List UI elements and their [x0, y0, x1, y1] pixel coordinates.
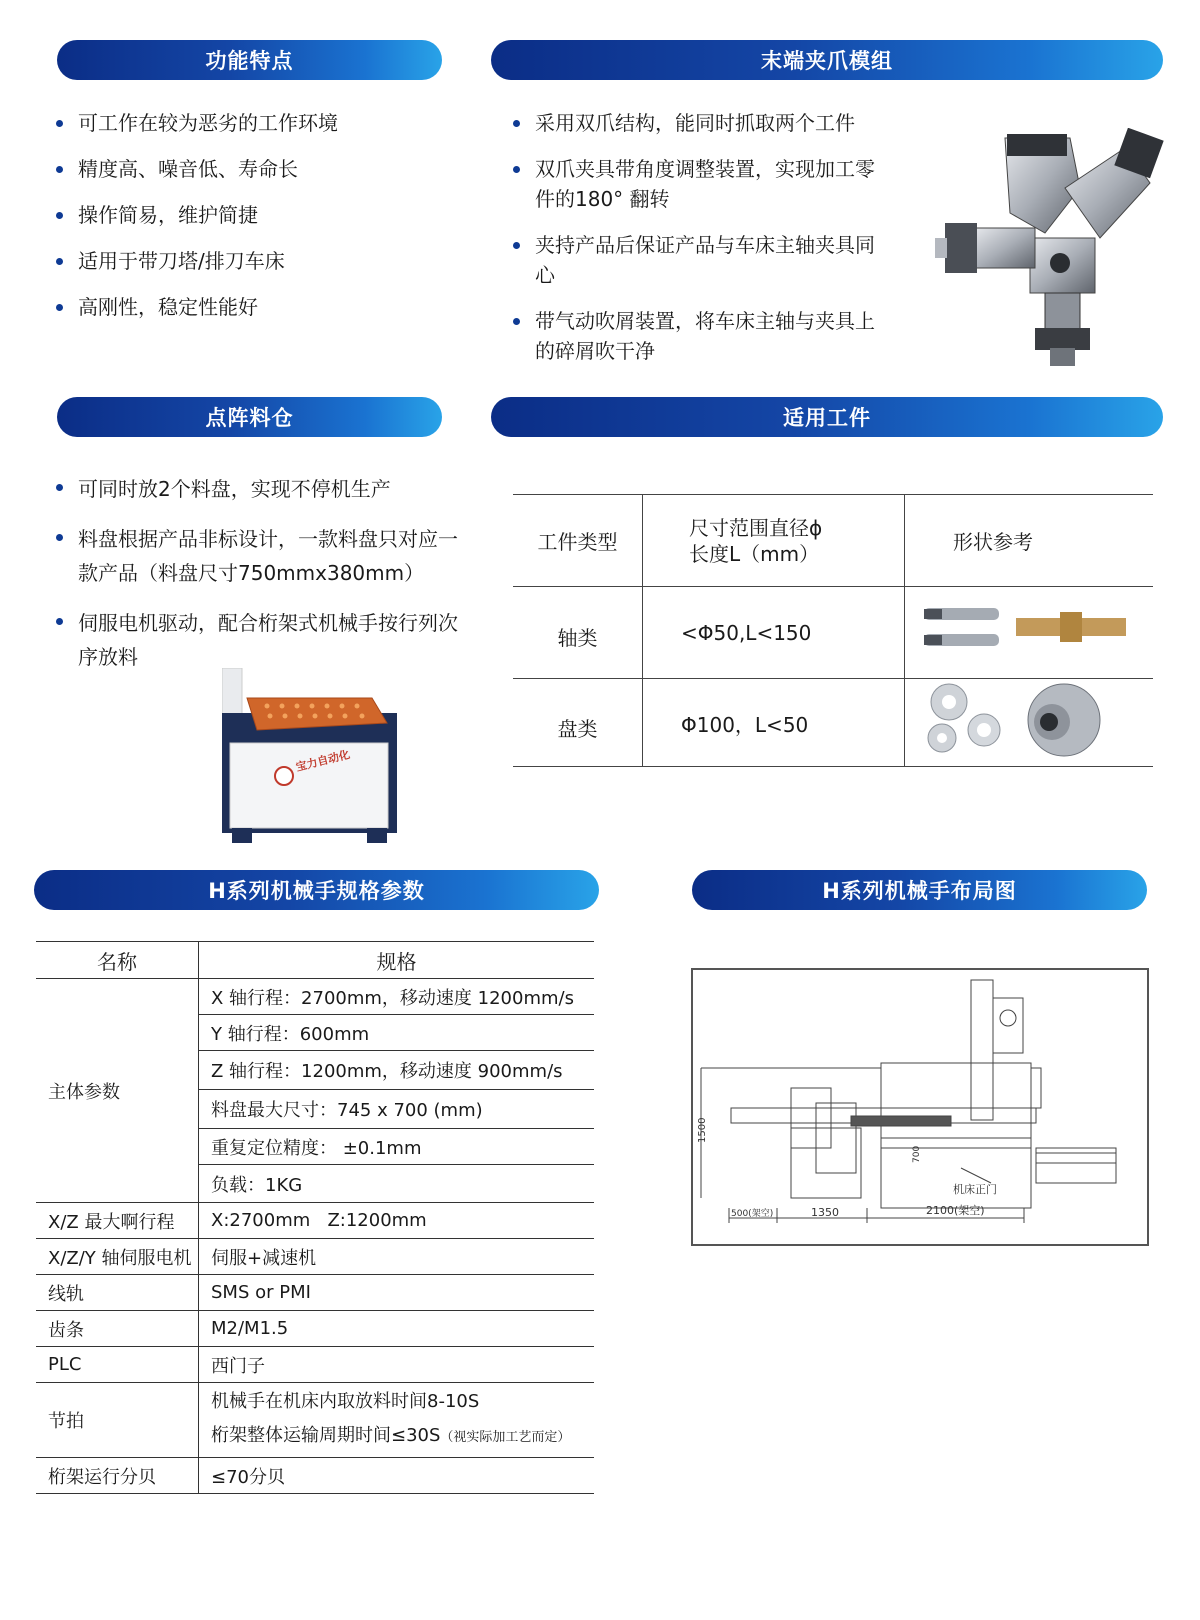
gripper-module-image	[935, 128, 1165, 368]
spec-main-tray: 料盘最大尺寸：745 x 700 (mm)	[199, 1090, 595, 1129]
spec-main-x: X 轴行程：2700mm，移动速度 1200mm/s	[199, 979, 595, 1015]
spec-name-stroke: X/Z 最大啊行程	[36, 1203, 199, 1239]
spec-value-servo: 伺服+减速机	[199, 1239, 595, 1275]
bullet-item: 带气动吹屑装置，将车床主轴与夹具上的碎屑吹干净	[513, 306, 888, 366]
bullet-item: 操作简易，维护简捷	[56, 200, 456, 230]
disk-parts-image	[924, 680, 1124, 760]
spec-row-plc	[36, 1347, 594, 1383]
shaft-parts-image	[924, 600, 1134, 660]
features-list	[56, 108, 456, 338]
spec-name-plc: PLC	[36, 1347, 199, 1383]
spec-name-rack: 齿条	[36, 1311, 199, 1347]
workpiece-row-shaft	[513, 587, 1153, 679]
spec-name-servo: X/Z/Y 轴伺服电机	[36, 1239, 199, 1275]
layout-banner: H系列机械手布局图	[692, 870, 1147, 910]
magazine-logo-text: 宝力自动化	[294, 747, 352, 774]
bullet-item: 料盘根据产品非标设计，一款料盘只对应一款产品（料盘尺寸750mmx380mm）	[56, 522, 466, 590]
spec-row-noise	[36, 1458, 594, 1494]
spec-cycle-line1: 机械手在机床内取放料时间8-10S	[211, 1391, 480, 1412]
bullet-item: 伺服电机驱动，配合桁架式机械手按行列次序放料	[56, 606, 466, 674]
workpiece-header-row	[513, 495, 1153, 587]
workpiece-shape-disk	[905, 679, 1154, 767]
spec-row-rail	[36, 1275, 594, 1311]
spec-name-cycle: 节拍	[36, 1383, 199, 1458]
spec-main-accuracy: 重复定位精度： ±0.1mm	[199, 1129, 595, 1165]
bullet-item: 夹持产品后保证产品与车床主轴夹具同心	[513, 230, 888, 290]
spec-value-noise: ≤70分贝	[199, 1458, 595, 1494]
spec-row-servo	[36, 1239, 594, 1275]
layout-mark-700: 700	[912, 1145, 922, 1163]
spec-name-noise: 桁架运行分贝	[36, 1458, 199, 1494]
spec-header-name: 名称	[36, 942, 199, 979]
gripper-list	[513, 108, 888, 382]
spec-header-row	[36, 942, 594, 979]
bullet-item: 双爪夹具带角度调整装置，实现加工零件的180° 翻转	[513, 154, 888, 214]
spec-row-cycle	[36, 1383, 594, 1458]
bullet-item: 精度高、噪音低、寿命长	[56, 154, 456, 184]
spec-cycle-note: （视实际加工艺而定）	[440, 1430, 571, 1445]
spec-table	[36, 941, 594, 1494]
spec-main-y: Y 轴行程：600mm	[199, 1015, 595, 1051]
spec-row-stroke	[36, 1203, 594, 1239]
spec-main-z: Z 轴行程：1200mm，移动速度 900mm/s	[199, 1051, 595, 1090]
spec-value-plc: 西门子	[199, 1347, 595, 1383]
material-magazine-image	[222, 668, 402, 843]
spec-row-main	[36, 979, 594, 1015]
spec-value-stroke: X:2700mm Z:1200mm	[199, 1203, 595, 1239]
spec-main-label: 主体参数	[36, 979, 199, 1203]
bullet-item: 可工作在较为恶劣的工作环境	[56, 108, 456, 138]
gripper-banner: 末端夹爪模组	[491, 40, 1163, 80]
workpiece-shape-shaft	[905, 587, 1154, 679]
workpiece-type-disk: 盘类	[513, 679, 643, 767]
layout-drawing	[691, 968, 1149, 1246]
magazine-list	[56, 472, 466, 690]
workpiece-range-disk: Φ100，L<50	[643, 679, 905, 767]
spec-cycle-line2: 桁架整体运输周期时间≤30S	[211, 1425, 441, 1446]
magazine-banner: 点阵料仓	[57, 397, 442, 437]
workpiece-header-range: 尺寸范围直径ϕ 长度L（mm）	[643, 495, 905, 587]
layout-dim-c: 2100(架空)	[926, 1204, 985, 1217]
spec-value-rack: M2/M1.5	[199, 1311, 595, 1347]
spec-main-load: 负载：1KG	[199, 1165, 595, 1203]
bullet-item: 采用双爪结构，能同时抓取两个工件	[513, 108, 888, 138]
layout-dim-height: 1500	[697, 1117, 708, 1143]
layout-dim-a: 500(架空)	[731, 1209, 774, 1219]
workpiece-row-disk	[513, 679, 1153, 767]
bullet-item: 适用于带刀塔/排刀车床	[56, 246, 456, 276]
specs-banner: H系列机械手规格参数	[34, 870, 599, 910]
spec-header-value: 规格	[199, 942, 595, 979]
workpiece-header-shape: 形状参考	[905, 495, 1154, 587]
workpiece-table	[513, 494, 1153, 767]
spec-value-rail: SMS or PMI	[199, 1275, 595, 1311]
workpieces-banner: 适用工件	[491, 397, 1163, 437]
spec-name-rail: 线轨	[36, 1275, 199, 1311]
layout-door-label: 机床正门	[953, 1183, 997, 1196]
workpiece-range-shaft: <Φ50,L<150	[643, 587, 905, 679]
bullet-item: 可同时放2个料盘，实现不停机生产	[56, 472, 466, 506]
layout-dim-b: 1350	[811, 1206, 839, 1219]
workpiece-header-type: 工件类型	[513, 495, 643, 587]
features-banner: 功能特点	[57, 40, 442, 80]
workpiece-type-shaft: 轴类	[513, 587, 643, 679]
bullet-item: 高刚性，稳定性能好	[56, 292, 456, 322]
spec-row-rack	[36, 1311, 594, 1347]
